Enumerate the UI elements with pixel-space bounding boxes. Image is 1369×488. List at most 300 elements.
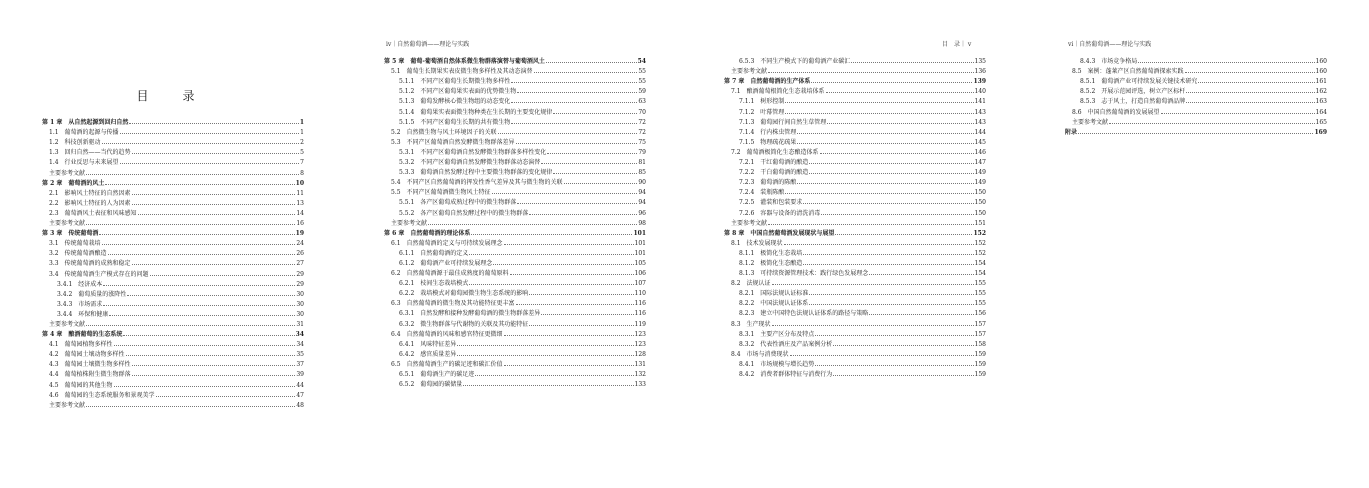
dot-leader <box>851 62 973 63</box>
toc-entry-title: 5.1.3 葡萄发酵核心微生物组的动态变化 <box>399 98 511 106</box>
dot-leader <box>516 143 638 144</box>
toc-entry-title: 第 8 章 中国自然葡萄酒发展现状与展望 <box>724 229 835 237</box>
toc-entry[interactable] <box>42 267 304 277</box>
toc-entry[interactable] <box>42 197 304 207</box>
toc-chapter-entry[interactable] <box>384 227 646 237</box>
toc-page-number: 149 <box>974 169 986 177</box>
toc-entry[interactable] <box>724 176 986 186</box>
toc-page-number: 2 <box>300 139 304 147</box>
toc-entry[interactable] <box>724 166 986 176</box>
toc-entry-title: 8.3 生产现状 <box>731 320 771 328</box>
dot-leader <box>772 284 974 285</box>
dot-leader <box>809 163 973 164</box>
dot-leader <box>102 244 296 245</box>
dot-leader <box>803 264 973 265</box>
toc-page-number: 150 <box>974 199 986 207</box>
toc-entry[interactable] <box>724 55 986 65</box>
toc-entry-title: 5.1.5 不同产区葡萄生长期的共有微生物 <box>399 118 511 126</box>
dot-leader <box>132 153 300 154</box>
toc-page-number: 90 <box>638 179 646 187</box>
toc-entry-title: 8.5.3 志于风土，打造自然葡萄酒品牌 <box>1080 98 1186 106</box>
toc-entry-title: 8.6 中国自然葡萄酒的发展展望 <box>1072 108 1160 116</box>
toc-page-number: 165 <box>1315 118 1327 126</box>
toc-entry[interactable] <box>384 85 646 95</box>
page-2 <box>340 0 680 488</box>
dot-leader <box>809 294 973 295</box>
toc-page-number: 110 <box>634 290 646 298</box>
toc-entry-title: 附录 <box>1065 128 1078 136</box>
toc-entry-title: 3.1 传统葡萄栽培 <box>49 240 101 248</box>
toc-entry[interactable] <box>42 389 304 399</box>
toc-entry[interactable] <box>724 116 986 126</box>
toc-entry[interactable] <box>42 207 304 217</box>
dot-leader <box>86 174 299 175</box>
dot-leader <box>546 62 637 63</box>
dot-leader <box>114 386 296 387</box>
toc-entry[interactable] <box>384 146 646 156</box>
toc-entry-title: 8.2 法规认证 <box>731 280 771 288</box>
toc-entry[interactable] <box>724 65 986 75</box>
toc-entry[interactable] <box>384 206 646 216</box>
toc-entry[interactable] <box>384 237 646 247</box>
toc-entry[interactable] <box>1065 105 1327 115</box>
toc-chapter-entry[interactable] <box>384 55 646 65</box>
toc-page-number: 30 <box>296 300 304 308</box>
toc-entry[interactable] <box>724 217 986 227</box>
toc-entry[interactable] <box>724 206 986 216</box>
toc-entry[interactable] <box>724 136 986 146</box>
toc-page-number: 13 <box>296 199 304 207</box>
toc-page-number: 5 <box>300 149 304 157</box>
toc-entry-title: 第 4 章 酿酒葡萄的生态系统 <box>42 331 123 339</box>
dot-leader <box>114 345 296 346</box>
toc-entry[interactable] <box>724 146 986 156</box>
toc-entry-title: 4.4 葡萄植株附生微生物群落 <box>49 371 131 379</box>
toc-entry[interactable] <box>42 187 304 197</box>
toc-page-number: 123 <box>634 340 646 348</box>
toc-entry[interactable] <box>724 317 986 327</box>
toc-entry[interactable] <box>384 297 646 307</box>
toc-entry[interactable] <box>384 277 646 287</box>
toc-entry-title: 5.5.2 各产区葡萄自然发酵过程中的微生物群落 <box>399 209 529 217</box>
toc-entry-title: 1.3 回归自然——当代的趋势 <box>49 149 131 157</box>
toc-entry[interactable] <box>42 237 304 247</box>
toc-entry[interactable] <box>42 318 304 328</box>
toc-entry-title: 8.1.2 极简化生态酿造 <box>739 259 803 267</box>
toc-page-number: 149 <box>974 179 986 187</box>
toc-page-number: 157 <box>974 330 986 338</box>
toc-page-number: 136 <box>974 68 986 76</box>
toc-entry[interactable] <box>384 287 646 297</box>
toc-entry[interactable] <box>1065 75 1327 85</box>
dot-leader <box>529 294 633 295</box>
toc-page-number: 141 <box>974 98 986 106</box>
toc-entry[interactable] <box>42 399 304 409</box>
toc-page-number: 72 <box>638 128 646 136</box>
toc-page-number: 146 <box>974 148 986 156</box>
dot-leader <box>120 163 300 164</box>
dot-leader <box>120 133 300 134</box>
toc-page-number: 14 <box>296 209 304 217</box>
toc-entry-title: 7.1.2 叶幕管理 <box>739 108 785 116</box>
page-3 <box>680 0 1020 488</box>
toc-entry-title: 第 6 章 自然葡萄酒的理论体系 <box>384 229 471 237</box>
toc-entry[interactable] <box>724 358 986 368</box>
toc-page-number: 94 <box>638 199 646 207</box>
toc-page-number: 140 <box>974 88 986 96</box>
dot-leader <box>547 153 637 154</box>
page-header-right: 目 录｜ v <box>942 41 972 48</box>
dot-leader <box>827 123 973 124</box>
toc-entry[interactable] <box>384 186 646 196</box>
toc-column-3 <box>724 55 986 378</box>
toc-entry[interactable] <box>724 338 986 348</box>
toc-entry-title: 主要参考文献 <box>49 401 86 409</box>
toc-page-number: 150 <box>974 209 986 217</box>
toc-entry-title: 2.2 影响风土特征的人为因素 <box>49 199 131 207</box>
toc-page-number: 154 <box>974 270 986 278</box>
dot-leader <box>129 123 298 124</box>
toc-entry-title: 5.1.2 不同产区葡萄果实表面的优势微生物 <box>399 88 517 96</box>
toc-page-number: 79 <box>638 148 646 156</box>
toc-entry-title: 3.4.4 环保和健康 <box>57 310 109 318</box>
toc-entry[interactable] <box>384 196 646 206</box>
toc-entry[interactable] <box>724 257 986 267</box>
toc-entry-title: 第 3 章 传统葡萄酒 <box>42 230 99 238</box>
dot-leader <box>511 82 637 83</box>
toc-page-number: 143 <box>974 108 986 116</box>
dot-leader <box>541 163 637 164</box>
toc-entry[interactable] <box>1065 55 1327 65</box>
toc-entry[interactable] <box>42 156 304 166</box>
dot-leader <box>797 183 973 184</box>
toc-column-4 <box>1065 55 1327 136</box>
toc-entry[interactable] <box>42 136 304 146</box>
toc-entry[interactable] <box>42 338 304 348</box>
toc-entry[interactable] <box>724 368 986 378</box>
toc-entry[interactable] <box>42 217 304 227</box>
dot-leader <box>869 274 973 275</box>
toc-entry-title: 6.3.2 微生物群落与代谢物的关联及其功能特征 <box>399 320 529 328</box>
toc-entry-title: 主要参考文献 <box>391 219 428 227</box>
toc-entry[interactable] <box>384 378 646 388</box>
dot-leader <box>150 275 296 276</box>
toc-entry-title: 7.1.5 物理疏花疏果 <box>739 138 797 146</box>
toc-chapter-entry[interactable] <box>724 227 986 237</box>
dot-leader <box>493 264 633 265</box>
toc-entry[interactable] <box>724 186 986 196</box>
toc-chapter-entry[interactable] <box>42 328 304 338</box>
dot-leader <box>517 92 637 93</box>
toc-page-number: 155 <box>974 290 986 298</box>
toc-entry[interactable] <box>724 95 986 105</box>
toc-page-number: 135 <box>974 58 986 66</box>
toc-page-number: 159 <box>974 360 986 368</box>
toc-page-number: 26 <box>296 250 304 258</box>
toc-page-number: 34 <box>296 341 304 349</box>
toc-entry-title: 7.2.5 灌装和包装要求 <box>739 199 803 207</box>
toc-page-number: 24 <box>296 240 304 248</box>
dot-leader <box>103 305 295 306</box>
toc-entry[interactable] <box>724 348 986 358</box>
toc-entry[interactable] <box>42 358 304 368</box>
dot-leader <box>821 214 973 215</box>
toc-entry[interactable] <box>384 136 646 146</box>
toc-entry[interactable] <box>384 105 646 115</box>
toc-entry-title: 6.4 自然葡萄酒的风味和感官特征更微细 <box>391 330 503 338</box>
toc-page-number: 30 <box>296 310 304 318</box>
toc-page-number: 1 <box>300 129 304 137</box>
toc-entry[interactable] <box>724 237 986 247</box>
dot-leader <box>529 325 633 326</box>
toc-entry-title: 5.1.4 葡萄果实表面微生物种类在生长期的主要变化规律 <box>399 108 553 116</box>
toc-page-number: 152 <box>974 249 986 257</box>
dot-leader <box>102 143 300 144</box>
toc-page-number: 29 <box>296 270 304 278</box>
toc-entry-title: 6.2.1 枝间生态栽培模式 <box>399 280 469 288</box>
toc-entry-title: 第 7 章 自然葡萄酒的生产体系 <box>724 78 811 86</box>
toc-entry-title: 7.2 葡萄酒极简化生态酿造体系 <box>731 148 819 156</box>
toc-entry-title: 8.4.3 市场竞争格局 <box>1080 58 1138 66</box>
toc-page-number: 10 <box>295 179 304 187</box>
toc-entry-title: 4.6 葡萄园的生态系统服务和景观美学 <box>49 391 155 399</box>
toc-entry-title: 3.4 传统葡萄酒生产模式存在的问题 <box>49 270 149 278</box>
toc-chapter-entry[interactable] <box>724 75 986 85</box>
toc-page-number: 123 <box>634 330 646 338</box>
toc-column-2 <box>384 55 646 388</box>
toc-page-number: 133 <box>634 381 646 389</box>
dot-leader <box>869 314 973 315</box>
toc-page-number: 63 <box>638 98 646 106</box>
toc-entry-title: 5.3.1 不同产区葡萄酒自然发酵微生物群落多样性变化 <box>399 148 547 156</box>
toc-entry[interactable] <box>384 368 646 378</box>
toc-entry[interactable] <box>42 257 304 267</box>
toc-page-number: 16 <box>296 220 304 228</box>
toc-page-number: 116 <box>634 310 646 318</box>
toc-entry[interactable] <box>384 156 646 166</box>
toc-entry[interactable] <box>42 348 304 358</box>
toc-page-number: 39 <box>296 371 304 379</box>
toc-entry-title: 8.2.2 中国法规认证体系 <box>739 300 809 308</box>
toc-entry[interactable] <box>724 247 986 257</box>
dot-leader <box>820 153 974 154</box>
toc-entry-title: 8.1.3 可持续资源管理技术：践行绿色发展理念 <box>739 270 869 278</box>
dot-leader <box>1138 62 1314 63</box>
toc-entry-title: 6.3 自然葡萄酒的微生物及其功能特征更丰富 <box>391 300 515 308</box>
dot-leader <box>833 345 973 346</box>
dot-leader <box>108 254 296 255</box>
toc-page-number: 116 <box>634 300 646 308</box>
toc-page-number: 128 <box>634 350 646 358</box>
toc-entry[interactable] <box>42 278 304 288</box>
dot-leader <box>553 113 637 114</box>
toc-entry[interactable] <box>384 328 646 338</box>
toc-entry-title: 5.5.1 各产区葡萄成熟过程中的微生物群落 <box>399 199 517 207</box>
toc-entry[interactable] <box>384 348 646 358</box>
dot-leader <box>1109 123 1315 124</box>
dot-leader <box>504 244 634 245</box>
dot-leader <box>103 285 295 286</box>
toc-entry[interactable] <box>384 116 646 126</box>
toc-entry-title: 6.5 自然葡萄酒生产的碳足迹和碳汇价值 <box>391 360 503 368</box>
toc-entry-title: 3.4.2 葡萄质量的涨降性 <box>57 290 127 298</box>
toc-entry-title: 第 2 章 葡萄酒的风土 <box>42 179 105 187</box>
toc-page-number: 70 <box>638 108 646 116</box>
toc-entry[interactable] <box>384 257 646 267</box>
toc-entry[interactable] <box>384 317 646 327</box>
toc-entry[interactable] <box>384 267 646 277</box>
toc-page-number: 75 <box>638 138 646 146</box>
toc-chapter-entry[interactable] <box>42 116 304 126</box>
dot-leader <box>504 335 634 336</box>
toc-entry[interactable] <box>724 277 986 287</box>
toc-entry[interactable] <box>384 307 646 317</box>
toc-entry-title: 主要参考文献 <box>731 68 768 76</box>
toc-page-number: 55 <box>638 78 646 86</box>
toc-entry[interactable] <box>384 126 646 136</box>
toc-entry[interactable] <box>42 298 304 308</box>
dot-leader <box>517 203 637 204</box>
toc-page-number: 159 <box>974 350 986 358</box>
dot-leader <box>784 244 974 245</box>
toc-chapter-entry[interactable] <box>42 227 304 237</box>
toc-entry[interactable] <box>42 146 304 156</box>
toc-entry[interactable] <box>724 126 986 136</box>
toc-entry[interactable] <box>42 368 304 378</box>
toc-entry[interactable] <box>724 105 986 115</box>
dot-leader <box>132 204 296 205</box>
toc-entry[interactable] <box>42 308 304 318</box>
toc-entry[interactable] <box>42 247 304 257</box>
dot-leader <box>785 102 973 103</box>
toc-page-number: 98 <box>638 219 646 227</box>
toc-page-number: 147 <box>974 159 986 167</box>
dot-leader <box>132 194 296 195</box>
toc-entry[interactable] <box>384 166 646 176</box>
toc-entry-title: 5.1.1 不同产区葡萄生长期微生物多样性 <box>399 78 511 86</box>
dot-leader <box>1185 72 1315 73</box>
dot-leader <box>564 183 638 184</box>
toc-entry-title: 6.3.1 自然发酵和接种发酵葡萄酒的微生物群落差异 <box>399 310 541 318</box>
toc-page-number: 163 <box>1315 98 1327 106</box>
toc-entry[interactable] <box>724 156 986 166</box>
toc-page-number: 7 <box>300 159 304 167</box>
toc-entry[interactable] <box>1065 95 1327 105</box>
toc-entry[interactable] <box>384 358 646 368</box>
toc-entry-title: 4.1 葡萄园植物多样性 <box>49 341 113 349</box>
toc-entry-title: 7.2.3 葡萄酒的陈酿 <box>739 179 797 187</box>
toc-page-number: 31 <box>296 320 304 328</box>
toc-entry-title: 8.1 技术发展现状 <box>731 239 783 247</box>
toc-entry[interactable] <box>724 328 986 338</box>
toc-entry[interactable] <box>384 176 646 186</box>
toc-page-number: 34 <box>295 331 304 339</box>
toc-chapter-entry[interactable] <box>1065 126 1327 136</box>
dot-leader <box>504 365 634 366</box>
toc-page-number: 169 <box>1314 128 1327 136</box>
toc-entry[interactable] <box>42 378 304 388</box>
dot-leader <box>1186 92 1314 93</box>
dot-leader <box>833 375 973 376</box>
toc-entry[interactable] <box>384 247 646 257</box>
toc-page-number: 94 <box>638 189 646 197</box>
toc-entry[interactable] <box>724 287 986 297</box>
dot-leader <box>516 304 634 305</box>
toc-page-number: 44 <box>296 381 304 389</box>
toc-entry[interactable] <box>1065 65 1327 75</box>
toc-page-number: 158 <box>974 340 986 348</box>
toc-page-number: 11 <box>296 189 304 197</box>
toc-entry-title: 7.1.1 树形控制 <box>739 98 785 106</box>
toc-entry[interactable] <box>42 126 304 136</box>
toc-entry-title: 主要参考文献 <box>731 219 768 227</box>
toc-page-number: 54 <box>637 58 646 66</box>
toc-entry[interactable] <box>384 95 646 105</box>
dot-leader <box>529 214 637 215</box>
toc-page-number: 101 <box>634 249 646 257</box>
toc-page-number: 159 <box>974 371 986 378</box>
toc-entry[interactable] <box>724 307 986 317</box>
toc-chapter-entry[interactable] <box>42 177 304 187</box>
toc-entry[interactable] <box>724 297 986 307</box>
toc-entry-title: 5.3.2 不同产区葡萄酒自然发酵微生物群落动态演替 <box>399 159 541 167</box>
toc-page-number: 150 <box>974 189 986 197</box>
toc-entry[interactable] <box>724 196 986 206</box>
toc-entry-title: 1.4 行业反思与未来展望 <box>49 159 119 167</box>
toc-entry[interactable] <box>42 288 304 298</box>
toc-entry[interactable] <box>384 217 646 227</box>
toc-entry-title: 8.3.2 代表性酒庄及产品案例分析 <box>739 340 833 348</box>
toc-page-number: 72 <box>638 118 646 126</box>
toc-page-number: 96 <box>638 209 646 217</box>
dot-leader <box>541 314 633 315</box>
toc-entry-title: 3.3 传统葡萄酒的成熟和稳定 <box>49 260 131 268</box>
dot-leader <box>1186 102 1314 103</box>
toc-page-number: 101 <box>633 229 646 237</box>
toc-page-number: 152 <box>973 229 986 237</box>
toc-entry-title: 8.5 案例：蓬莱产区自然葡萄酒探索实践 <box>1072 68 1184 76</box>
dot-leader <box>803 254 973 255</box>
toc-entry[interactable] <box>384 65 646 75</box>
toc-entry[interactable] <box>724 267 986 277</box>
toc-page-number: 139 <box>973 78 986 86</box>
toc-entry-title: 1.1 葡萄酒的起源与传播 <box>49 129 119 137</box>
toc-page-number: 145 <box>974 138 986 146</box>
toc-page-number: 164 <box>1315 108 1327 116</box>
toc-entry-title: 7.1.3 葡萄园行间自然生草管理 <box>739 118 827 126</box>
toc-entry[interactable] <box>1065 116 1327 126</box>
toc-page-number: 144 <box>974 128 986 136</box>
toc-page-number: 47 <box>296 391 304 399</box>
toc-entry[interactable] <box>384 338 646 348</box>
dot-leader <box>511 123 637 124</box>
toc-page-number: 106 <box>634 270 646 278</box>
toc-entry-title: 6.1.2 葡萄酒产业可持续发展理念 <box>399 259 493 267</box>
toc-entry-title: 8.1.1 极简化生态栽培 <box>739 249 803 257</box>
toc-entry[interactable] <box>724 85 986 95</box>
toc-page-number: 161 <box>1315 78 1327 86</box>
dot-leader <box>815 335 973 336</box>
toc-page-number: 81 <box>638 159 646 167</box>
toc-entry[interactable] <box>1065 85 1327 95</box>
dot-leader <box>126 355 296 356</box>
dot-leader <box>797 133 973 134</box>
toc-page-number: 19 <box>295 230 304 238</box>
toc-entry[interactable] <box>384 75 646 85</box>
dot-leader <box>132 375 296 376</box>
toc-entry[interactable] <box>42 166 304 176</box>
dot-leader <box>132 264 296 265</box>
